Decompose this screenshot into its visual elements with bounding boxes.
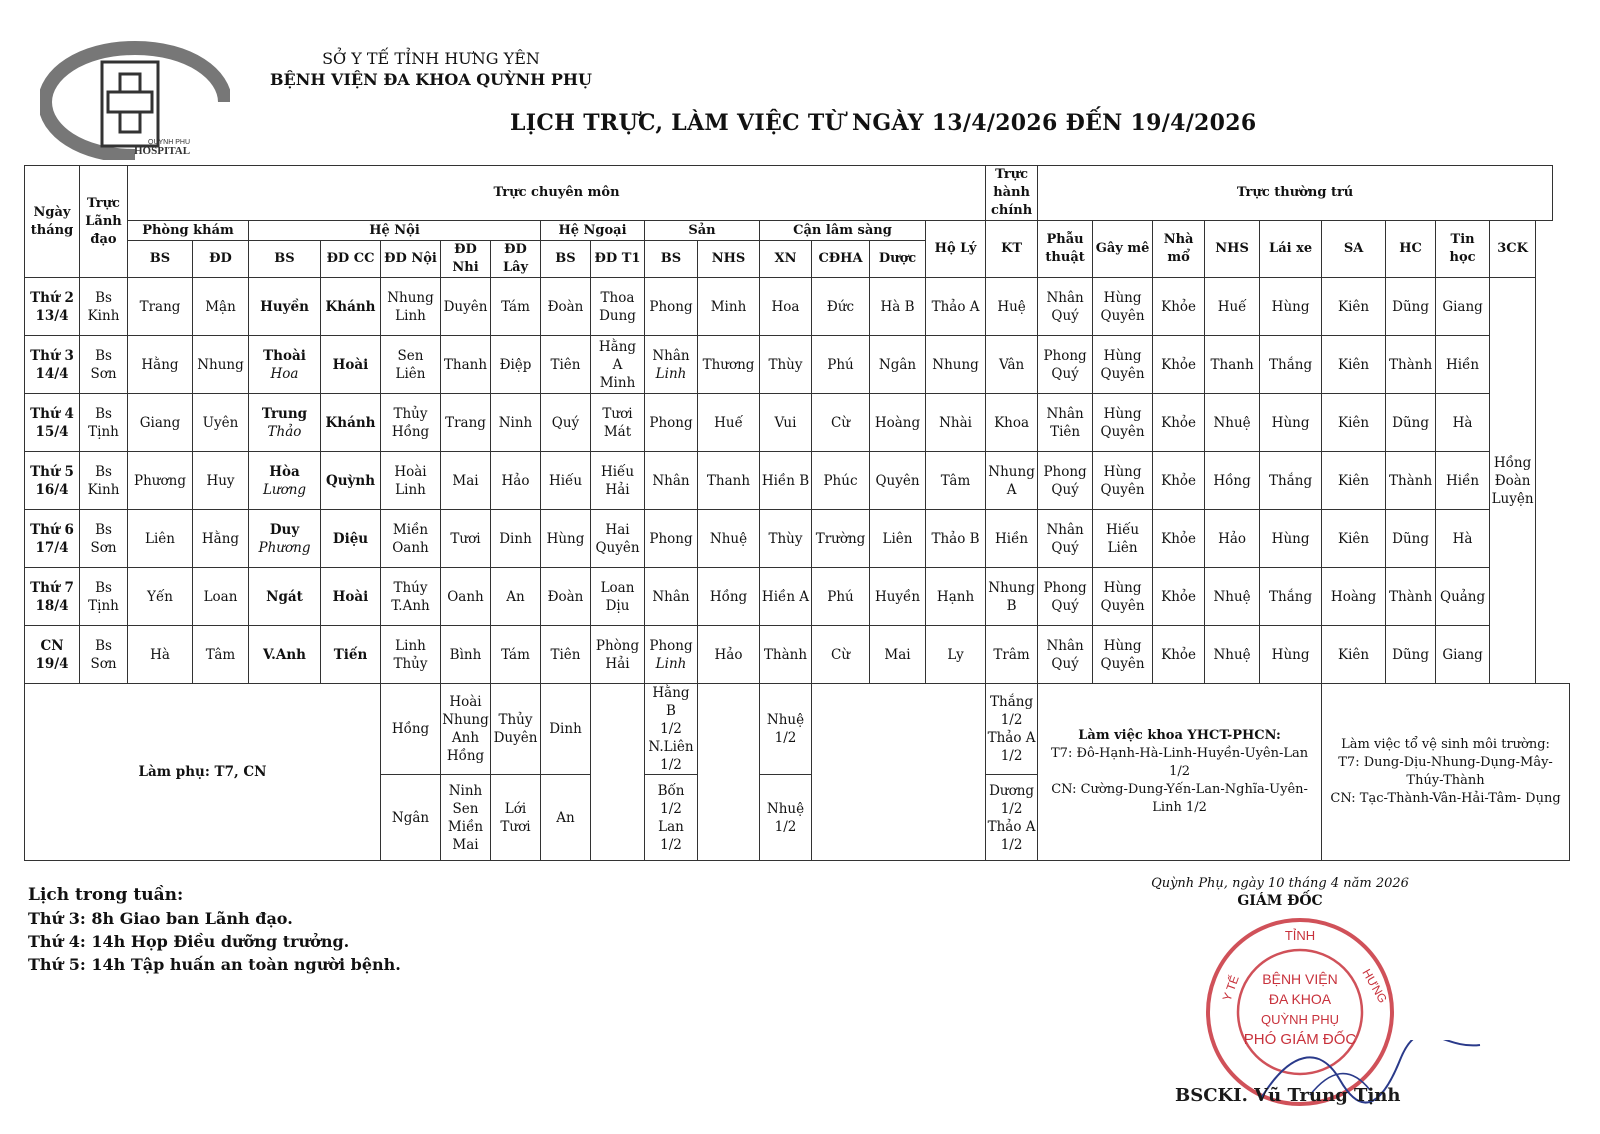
table-cell: Quý (541, 394, 591, 452)
col-nurse: Hộ Lý (926, 221, 986, 278)
ob-doctor: Nhân (652, 588, 690, 605)
row-date: Thứ 6 17/4 (25, 510, 80, 568)
weekly-notes (28, 884, 401, 976)
table-cell: Ninh (491, 394, 541, 452)
env-line: T7: Dung-Dịu-Nhung-Dụng-Mây-Thúy-Thành (1338, 755, 1553, 788)
table-cell: Tâm (193, 626, 249, 684)
col-hc: HC (1386, 221, 1436, 278)
table-cell: Kiên (1322, 336, 1386, 394)
table-cell: Huệ (986, 278, 1038, 336)
internal-doctor: V.Anh (263, 646, 306, 663)
svg-text:QUỲNH PHỤ: QUỲNH PHỤ (1260, 1012, 1340, 1027)
table-cell: An (541, 775, 591, 861)
table-cell: Dũng (1386, 278, 1436, 336)
table-cell: Điệp (491, 336, 541, 394)
table-cell: Hùng Quyên (1093, 568, 1153, 626)
row-leader: Bs Kinh (80, 452, 128, 510)
table-cell: Hùng Quyên (1093, 336, 1153, 394)
table-cell: Dũng (1386, 394, 1436, 452)
table-cell: Dũng (1386, 510, 1436, 568)
table-cell: Tươi Mát (591, 394, 645, 452)
table-cell: Hà B (870, 278, 926, 336)
env-note (1322, 684, 1570, 861)
page-title: LỊCH TRỰC, LÀM VIỆC TỪ NGÀY 13/4/2026 ĐẾN 19/4/2026 (510, 110, 1257, 136)
table-cell: Bốn 1/2 Lan 1/2 (645, 775, 698, 861)
table-cell: Nhuệ (698, 510, 760, 568)
table-cell: Phúc (812, 452, 870, 510)
ob-doctor: Phong (649, 414, 693, 431)
internal-doctor-sub: Hoa (270, 365, 299, 382)
col-int-ddcc: ĐD CC (321, 241, 381, 278)
table-cell: Nhuệ 1/2 (760, 775, 812, 861)
table-cell: Oanh (441, 568, 491, 626)
table-cell: Tám (491, 626, 541, 684)
internal-doctor: Ngát (266, 588, 303, 605)
table-row (25, 452, 1570, 510)
table-cell: Hảo (491, 452, 541, 510)
table-cell: Hồng (698, 568, 760, 626)
table-cell: Hà (128, 626, 193, 684)
table-cell: Nhài (926, 394, 986, 452)
table-cell: Linh Thủy (381, 626, 441, 684)
table-cell: Thành (760, 626, 812, 684)
table-cell: Nhuệ (1205, 626, 1260, 684)
internal-doctor-sub: Lương (262, 481, 307, 498)
ob-doctor: Nhân (652, 472, 690, 489)
row-leader: Bs Tịnh (80, 394, 128, 452)
table-cell: Thắng 1/2 Thảo A 1/2 (986, 684, 1038, 775)
table-cell: Đoàn (541, 568, 591, 626)
table-cell: Vân (986, 336, 1038, 394)
table-cell: Trang (128, 278, 193, 336)
table-cell: Quyên (870, 452, 926, 510)
col-nhamo: Nhà mổ (1153, 221, 1205, 278)
internal-doctor: Huyền (260, 298, 309, 315)
col-cdha: CĐHA (812, 241, 870, 278)
table-cell: Khoa (986, 394, 1038, 452)
table-cell: Quảng (1436, 568, 1490, 626)
table-cell: Mai (441, 452, 491, 510)
table-cell: Khỏe (1153, 510, 1205, 568)
table-cell: Thắng (1260, 336, 1322, 394)
internal-doctor-sub: Thảo (267, 423, 302, 440)
col-ob-bs: BS (645, 241, 698, 278)
table-cell: Thắng (1260, 452, 1322, 510)
table-cell: Nhân Quý (1038, 510, 1093, 568)
table-cell: Hùng Quyên (1093, 394, 1153, 452)
table-cell: Ngân (870, 336, 926, 394)
table-cell: Tiên (541, 626, 591, 684)
col-admin: Trực hành chính (986, 166, 1038, 221)
yhct-line: T7: Đô-Hạnh-Hà-Linh-Huyền-Uyên-Lan 1/2 (1051, 746, 1309, 779)
table-row (25, 394, 1570, 452)
table-cell: Diệu (321, 510, 381, 568)
support-row (25, 684, 1570, 775)
col-int-ddnhi: ĐD Nhi (441, 241, 491, 278)
table-cell: Kiên (1322, 510, 1386, 568)
table-cell: Giang (128, 394, 193, 452)
table-cell: Minh (698, 278, 760, 336)
table-cell: Thanh (698, 452, 760, 510)
col-tinhoc: Tin học (1436, 221, 1490, 278)
table-cell: Thùy (760, 510, 812, 568)
internal-doctor-cell (249, 452, 321, 510)
table-cell: Nhân Quý (1038, 278, 1093, 336)
table-cell: Khỏe (1153, 336, 1205, 394)
svg-text:HƯNG: HƯNG (1359, 966, 1390, 1006)
table-cell: Khỏe (1153, 568, 1205, 626)
weekly-item: Thứ 4: 14h Họp Điều dưỡng trưởng. (28, 932, 350, 951)
col-obstetrics: Sản (645, 221, 760, 241)
ob-doctor-cell (645, 278, 698, 336)
table-cell: Hiền (986, 510, 1038, 568)
table-cell: Tám (491, 278, 541, 336)
svg-text:Y TẾ: Y TẾ (1219, 973, 1242, 1004)
col-int-ddnoi: ĐD Nội (381, 241, 441, 278)
env-line: CN: Tạc-Thành-Vân-Hải-Tâm- Dụng (1330, 791, 1561, 806)
col-sa: SA (1322, 221, 1386, 278)
table-cell: Thủy Hồng (381, 394, 441, 452)
table-cell: Thanh (441, 336, 491, 394)
yhct-line: CN: Cường-Dung-Yến-Lan-Nghĩa-Uyên-Linh 1/2 (1051, 782, 1308, 815)
support-label: Làm phụ: T7, CN (25, 684, 381, 861)
table-cell: Hằng (193, 510, 249, 568)
table-cell: Cừ (812, 394, 870, 452)
table-cell: Ninh Sen Miền Mai (441, 775, 491, 861)
table-cell: Cừ (812, 626, 870, 684)
table-cell: Hoàng (1322, 568, 1386, 626)
table-cell: Hằng A Minh (591, 336, 645, 394)
table-cell: Nhuệ 1/2 (760, 684, 812, 775)
table-cell: Phương (128, 452, 193, 510)
internal-doctor-cell (249, 394, 321, 452)
table-cell: Đoàn (541, 278, 591, 336)
ob-doctor: Phong (649, 298, 693, 315)
col-clinic-bs: BS (128, 241, 193, 278)
table-cell: Trang (441, 394, 491, 452)
col-internal: Hệ Nội (249, 221, 541, 241)
table-cell: Hồng (1205, 452, 1260, 510)
weekly-item: Thứ 3: 8h Giao ban Lãnh đạo. (28, 909, 293, 928)
row-leader: Bs Kinh (80, 278, 128, 336)
table-cell: Giang (1436, 278, 1490, 336)
table-cell: Mai (870, 626, 926, 684)
ob-doctor-cell (645, 568, 698, 626)
internal-doctor: Duy (269, 521, 300, 538)
table-cell: Kiên (1322, 626, 1386, 684)
weekly-item: Thứ 5: 14h Tập huấn an toàn người bệnh. (28, 955, 401, 974)
signature-block (1140, 876, 1420, 909)
col-3ck: 3CK (1490, 221, 1536, 278)
table-cell: Kiên (1322, 394, 1386, 452)
table-cell: Thành (1386, 336, 1436, 394)
internal-doctor: Thoài (263, 347, 306, 364)
ob-doctor-cell (645, 452, 698, 510)
ob-doctor-cell (645, 626, 698, 684)
table-cell: Nhuệ (1205, 394, 1260, 452)
internal-doctor-sub: Phương (258, 539, 311, 556)
hospital-logo (40, 40, 230, 160)
table-cell: Hiếu (541, 452, 591, 510)
ob-doctor-cell (645, 336, 698, 394)
table-row (25, 568, 1570, 626)
table-cell: Hằng (128, 336, 193, 394)
table-cell: Trâm (986, 626, 1038, 684)
table-cell: Nhung (193, 336, 249, 394)
table-cell: Hiền B (760, 452, 812, 510)
department-name: SỞ Y TẾ TỈNH HƯNG YÊN (322, 49, 540, 68)
table-cell: Khỏe (1153, 278, 1205, 336)
table-cell: Hùng (1260, 394, 1322, 452)
internal-doctor-cell (249, 626, 321, 684)
signer-name: BSCKI. Vũ Trung Tịnh (1175, 1085, 1401, 1106)
table-cell: Hoài Nhung Anh Hồng (441, 684, 491, 775)
table-cell: Khánh (321, 278, 381, 336)
table-cell: Phú (812, 336, 870, 394)
ck3-cell: Hồng Đoàn Luyện (1490, 278, 1536, 684)
internal-doctor: Trung (261, 405, 308, 422)
col-resident: Trực thường trú (1038, 166, 1553, 221)
row-date: Thứ 2 13/4 (25, 278, 80, 336)
table-row (25, 510, 1570, 568)
table-cell: Nhung Linh (381, 278, 441, 336)
row-date: Thứ 7 18/4 (25, 568, 80, 626)
table-cell: Phong Quý (1038, 568, 1093, 626)
org-header (270, 48, 592, 90)
row-leader: Bs Sơn (80, 510, 128, 568)
table-row (25, 626, 1570, 684)
table-cell: Trường (812, 510, 870, 568)
table-cell: Hoàng (870, 394, 926, 452)
logo-text-1: QUYNH PHU (148, 139, 191, 146)
table-cell: Liên (128, 510, 193, 568)
col-surgical: Hệ Ngoại (541, 221, 645, 241)
table-cell: Tiên (541, 336, 591, 394)
svg-text:PHÓ GIÁM ĐỐC: PHÓ GIÁM ĐỐC (1243, 1031, 1357, 1048)
col-leader: Trực Lãnh đạo (80, 166, 128, 278)
table-cell: Đức (812, 278, 870, 336)
table-cell: Nhung (926, 336, 986, 394)
table-cell: Yến (128, 568, 193, 626)
col-clinic-dd: ĐD (193, 241, 249, 278)
signature-role: GIÁM ĐỐC (1237, 893, 1323, 909)
table-cell: Khỏe (1153, 452, 1205, 510)
col-professional: Trực chuyên môn (128, 166, 986, 221)
table-cell: Sen Liên (381, 336, 441, 394)
table-cell: Ly (926, 626, 986, 684)
col-laixe: Lái xe (1260, 221, 1322, 278)
table-cell: Thành (1386, 452, 1436, 510)
col-xn: XN (760, 241, 812, 278)
signature-date: Quỳnh Phụ, ngày 10 tháng 4 năm 2026 (1151, 876, 1409, 891)
table-cell: Huế (1205, 278, 1260, 336)
table-cell: Hiền (1436, 452, 1490, 510)
table-cell: Thảo B (926, 510, 986, 568)
table-cell: Hai Quyên (591, 510, 645, 568)
table-cell: Vui (760, 394, 812, 452)
hospital-name: BỆNH VIỆN ĐA KHOA QUỲNH PHỤ (270, 70, 592, 89)
table-cell: Thắng (1260, 568, 1322, 626)
table-cell: Thủy Duyên (491, 684, 541, 775)
col-sur-ddt1: ĐD T1 (591, 241, 645, 278)
col-paraclinical: Cận lâm sàng (760, 221, 926, 241)
table-cell: Ngân (381, 775, 441, 861)
ob-doctor-sub: Linh (655, 365, 687, 382)
table-cell: Hùng (1260, 278, 1322, 336)
table-cell: Hằng B 1/2 N.Liên 1/2 (645, 684, 698, 775)
internal-doctor-cell (249, 336, 321, 394)
table-cell: Tâm (926, 452, 986, 510)
internal-doctor: Hòa (269, 463, 300, 480)
table-cell: Nhân Quý (1038, 626, 1093, 684)
col-sur-bs: BS (541, 241, 591, 278)
table-cell: Hùng Quyên (1093, 452, 1153, 510)
row-date: Thứ 3 14/4 (25, 336, 80, 394)
table-cell: Thành (1386, 568, 1436, 626)
ob-doctor: Phong (649, 530, 693, 547)
table-cell: Nhân Tiên (1038, 394, 1093, 452)
table-cell: Huế (698, 394, 760, 452)
table-cell: Hoài (321, 568, 381, 626)
row-date: CN 19/4 (25, 626, 80, 684)
table-cell: Lới Tươi (491, 775, 541, 861)
table-cell: Kiên (1322, 452, 1386, 510)
logo-text-2: HOSPITAL (134, 145, 191, 157)
ob-doctor-cell (645, 394, 698, 452)
table-cell: Huyền (870, 568, 926, 626)
yhct-note (1038, 684, 1322, 861)
table-row (25, 278, 1570, 336)
table-cell: Phong Quý (1038, 336, 1093, 394)
table-cell: Kiên (1322, 278, 1386, 336)
table-cell: Bình (441, 626, 491, 684)
table-cell (698, 684, 760, 861)
table-cell: Tiến (321, 626, 381, 684)
table-cell: Hoài Linh (381, 452, 441, 510)
col-phauthuat: Phẫu thuật (1038, 221, 1093, 278)
col-gayme: Gây mê (1093, 221, 1153, 278)
table-cell: An (491, 568, 541, 626)
table-cell: Phú (812, 568, 870, 626)
table-cell: Dương 1/2 Thảo A 1/2 (986, 775, 1038, 861)
table-cell: Giang (1436, 626, 1490, 684)
table-cell: Hiếu Liên (1093, 510, 1153, 568)
table-cell: Hoa (760, 278, 812, 336)
ob-doctor-sub: Linh (655, 655, 687, 672)
svg-text:TỈNH: TỈNH (1284, 928, 1316, 943)
ob-doctor: Nhân (652, 347, 690, 364)
weekly-heading: Lịch trong tuần: (28, 885, 184, 905)
table-cell: Hiền A (760, 568, 812, 626)
row-date: Thứ 4 15/4 (25, 394, 80, 452)
table-cell: Nhung B (986, 568, 1038, 626)
col-date: Ngày tháng (25, 166, 80, 278)
table-cell: Duyên (441, 278, 491, 336)
table-cell: Thúy T.Anh (381, 568, 441, 626)
table-cell: Hùng (1260, 510, 1322, 568)
table-cell: Nhuệ (1205, 568, 1260, 626)
table-cell: Hùng Quyên (1093, 278, 1153, 336)
table-cell: Hùng (1260, 626, 1322, 684)
table-cell: Uyên (193, 394, 249, 452)
internal-doctor-cell (249, 510, 321, 568)
col-int-bs: BS (249, 241, 321, 278)
svg-text:ĐA KHOA: ĐA KHOA (1268, 991, 1332, 1007)
table-cell: Khỏe (1153, 394, 1205, 452)
internal-doctor-cell (249, 278, 321, 336)
table-cell: Quỳnh (321, 452, 381, 510)
env-line: Làm việc tổ vệ sinh môi trường: (1341, 737, 1550, 752)
table-cell: Phòng Hải (591, 626, 645, 684)
table-cell: Khỏe (1153, 626, 1205, 684)
table-cell: Mận (193, 278, 249, 336)
table-cell: Phong Quý (1038, 452, 1093, 510)
table-cell: Tươi (441, 510, 491, 568)
table-cell: Hồng (381, 684, 441, 775)
table-cell: Hảo (1205, 510, 1260, 568)
table-row (25, 336, 1570, 394)
row-date: Thứ 5 16/4 (25, 452, 80, 510)
col-clinic: Phòng khám (128, 221, 249, 241)
col-kt: KT (986, 221, 1038, 278)
ob-doctor-cell (645, 510, 698, 568)
table-cell (812, 684, 986, 861)
internal-doctor-cell (249, 568, 321, 626)
table-cell: Huy (193, 452, 249, 510)
table-cell: Dũng (1386, 626, 1436, 684)
table-cell: Hà (1436, 510, 1490, 568)
svg-text:BỆNH VIỆN: BỆNH VIỆN (1262, 971, 1338, 987)
table-cell: Hoài (321, 336, 381, 394)
row-leader: Bs Sơn (80, 336, 128, 394)
table-cell: Hiền (1436, 336, 1490, 394)
table-cell: Loan Dịu (591, 568, 645, 626)
table-cell: Thương (698, 336, 760, 394)
table-cell: Thảo A (926, 278, 986, 336)
table-cell: Hiếu Hải (591, 452, 645, 510)
table-cell: Thoa Dung (591, 278, 645, 336)
col-ob-nhs: NHS (698, 241, 760, 278)
table-cell: Hùng Quyên (1093, 626, 1153, 684)
col-duoc: Dược (870, 241, 926, 278)
table-cell (591, 684, 645, 861)
table-cell: Thanh (1205, 336, 1260, 394)
row-leader: Bs Sơn (80, 626, 128, 684)
row-leader: Bs Tịnh (80, 568, 128, 626)
table-cell: Dinh (491, 510, 541, 568)
table-cell: Khánh (321, 394, 381, 452)
col-nhs-resident: NHS (1205, 221, 1260, 278)
table-cell: Nhung A (986, 452, 1038, 510)
ob-doctor: Phong (649, 637, 693, 654)
col-int-ddlay: ĐD Lây (491, 241, 541, 278)
table-cell: Dinh (541, 684, 591, 775)
yhct-line: Làm việc khoa YHCT-PHCN: (1078, 728, 1281, 743)
table-cell: Hảo (698, 626, 760, 684)
table-cell: Hùng (541, 510, 591, 568)
table-cell: Thùy (760, 336, 812, 394)
table-cell: Loan (193, 568, 249, 626)
table-cell: Miền Oanh (381, 510, 441, 568)
table-cell: Liên (870, 510, 926, 568)
table-cell: Hà (1436, 394, 1490, 452)
table-cell: Hạnh (926, 568, 986, 626)
duty-schedule-table (24, 165, 1570, 861)
